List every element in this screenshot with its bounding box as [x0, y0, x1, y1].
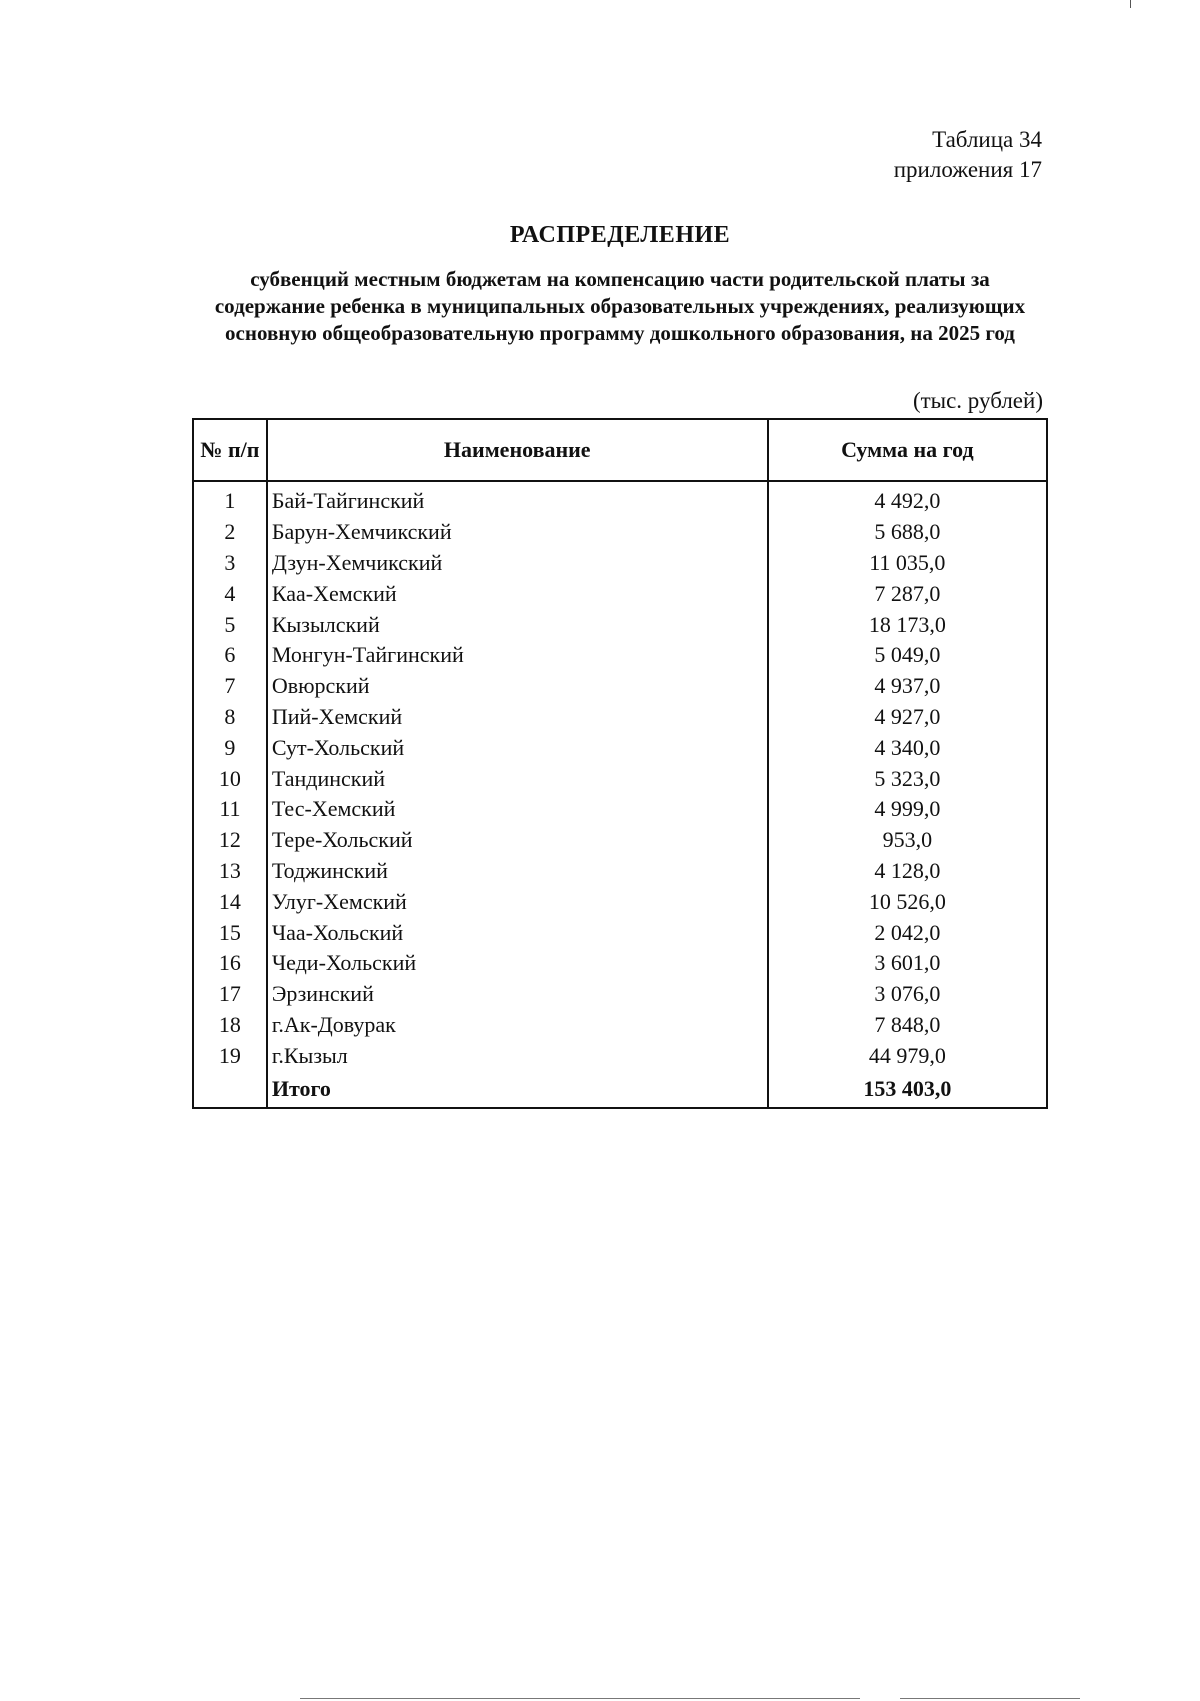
row-sum: 953,0	[768, 825, 1047, 856]
table-row	[193, 1010, 1047, 1041]
row-number: 17	[193, 979, 267, 1010]
row-name: Барун-Хемчикский	[267, 517, 768, 548]
row-number: 14	[193, 886, 267, 917]
row-sum: 44 979,0	[768, 1040, 1047, 1071]
row-number: 15	[193, 917, 267, 948]
row-sum: 11 035,0	[768, 548, 1047, 579]
row-name: Каа-Хемский	[267, 578, 768, 609]
row-name: Бай-Тайгинский	[267, 481, 768, 517]
total-label: Итого	[267, 1071, 768, 1108]
table-row	[193, 671, 1047, 702]
document-subtitle: субвенций местным бюджетам на компенсацию части родительской платы за содержание ребенка в муниципальных образовательных учреждениях, реализующих основную общеобразовательную программу дошкольного образования, на 2025 год	[214, 267, 1026, 345]
row-sum: 5 323,0	[768, 763, 1047, 794]
row-name: Тес-Хемский	[267, 794, 768, 825]
table-number: Таблица 34	[932, 127, 1042, 152]
row-number: 2	[193, 517, 267, 548]
table-row	[193, 732, 1047, 763]
row-name: Монгун-Тайгинский	[267, 640, 768, 671]
table-header-row	[193, 419, 1047, 481]
appendix-number: приложения 17	[893, 157, 1042, 182]
row-number: 12	[193, 825, 267, 856]
row-sum: 4 937,0	[768, 671, 1047, 702]
row-sum: 5 688,0	[768, 517, 1047, 548]
table-row	[193, 825, 1047, 856]
row-number: 13	[193, 856, 267, 887]
table-row	[193, 979, 1047, 1010]
total-number-cell	[193, 1071, 267, 1108]
table-row	[193, 794, 1047, 825]
table-row	[193, 702, 1047, 733]
table-row	[193, 640, 1047, 671]
row-name: Кызылский	[267, 609, 768, 640]
row-name: Чеди-Хольский	[267, 948, 768, 979]
table-row	[193, 917, 1047, 948]
table-row	[193, 609, 1047, 640]
table-row	[193, 517, 1047, 548]
row-number: 19	[193, 1040, 267, 1071]
row-sum: 7 287,0	[768, 578, 1047, 609]
row-name: Чаа-Хольский	[267, 917, 768, 948]
table-row	[193, 886, 1047, 917]
table-row	[193, 856, 1047, 887]
row-sum: 10 526,0	[768, 886, 1047, 917]
row-name: Дзун-Хемчикский	[267, 548, 768, 579]
row-number: 6	[193, 640, 267, 671]
row-sum: 4 492,0	[768, 481, 1047, 517]
distribution-table	[192, 418, 1048, 1109]
header-number: № п/п	[193, 419, 267, 481]
row-sum: 7 848,0	[768, 1010, 1047, 1041]
row-sum: 3 601,0	[768, 948, 1047, 979]
row-sum: 4 927,0	[768, 702, 1047, 733]
row-name: Сут-Хольский	[267, 732, 768, 763]
row-sum: 4 999,0	[768, 794, 1047, 825]
row-number: 9	[193, 732, 267, 763]
row-number: 8	[193, 702, 267, 733]
row-name: Тере-Хольский	[267, 825, 768, 856]
row-number: 16	[193, 948, 267, 979]
row-number: 10	[193, 763, 267, 794]
row-number: 4	[193, 578, 267, 609]
table-row	[193, 948, 1047, 979]
row-number: 18	[193, 1010, 267, 1041]
row-sum: 5 049,0	[768, 640, 1047, 671]
table-row	[193, 1040, 1047, 1071]
units-label: (тыс. рублей)	[912, 388, 1043, 413]
table-row	[193, 481, 1047, 517]
scan-footer-line	[300, 1698, 860, 1699]
row-sum: 18 173,0	[768, 609, 1047, 640]
row-name: Эрзинский	[267, 979, 768, 1010]
row-name: г.Ак-Довурак	[267, 1010, 768, 1041]
row-sum: 4 128,0	[768, 856, 1047, 887]
row-number: 11	[193, 794, 267, 825]
row-sum: 3 076,0	[768, 979, 1047, 1010]
scan-corner-mark	[1130, 0, 1131, 8]
row-name: Тандинский	[267, 763, 768, 794]
row-name: Улуг-Хемский	[267, 886, 768, 917]
scan-footer-line	[900, 1698, 1080, 1699]
row-number: 7	[193, 671, 267, 702]
header-name: Наименование	[267, 419, 768, 481]
total-row	[193, 1071, 1047, 1108]
row-name: Тоджинский	[267, 856, 768, 887]
header-sum: Сумма на год	[768, 419, 1047, 481]
row-number: 3	[193, 548, 267, 579]
row-name: г.Кызыл	[267, 1040, 768, 1071]
row-sum: 4 340,0	[768, 732, 1047, 763]
table-row	[193, 763, 1047, 794]
table-reference	[894, 125, 1042, 185]
row-name: Овюрский	[267, 671, 768, 702]
total-sum: 153 403,0	[768, 1071, 1047, 1108]
row-name: Пий-Хемский	[267, 702, 768, 733]
table-row	[193, 578, 1047, 609]
document-title: РАСПРЕДЕЛЕНИЕ	[509, 222, 731, 248]
table-row	[193, 548, 1047, 579]
row-sum: 2 042,0	[768, 917, 1047, 948]
row-number: 5	[193, 609, 267, 640]
row-number: 1	[193, 481, 267, 517]
